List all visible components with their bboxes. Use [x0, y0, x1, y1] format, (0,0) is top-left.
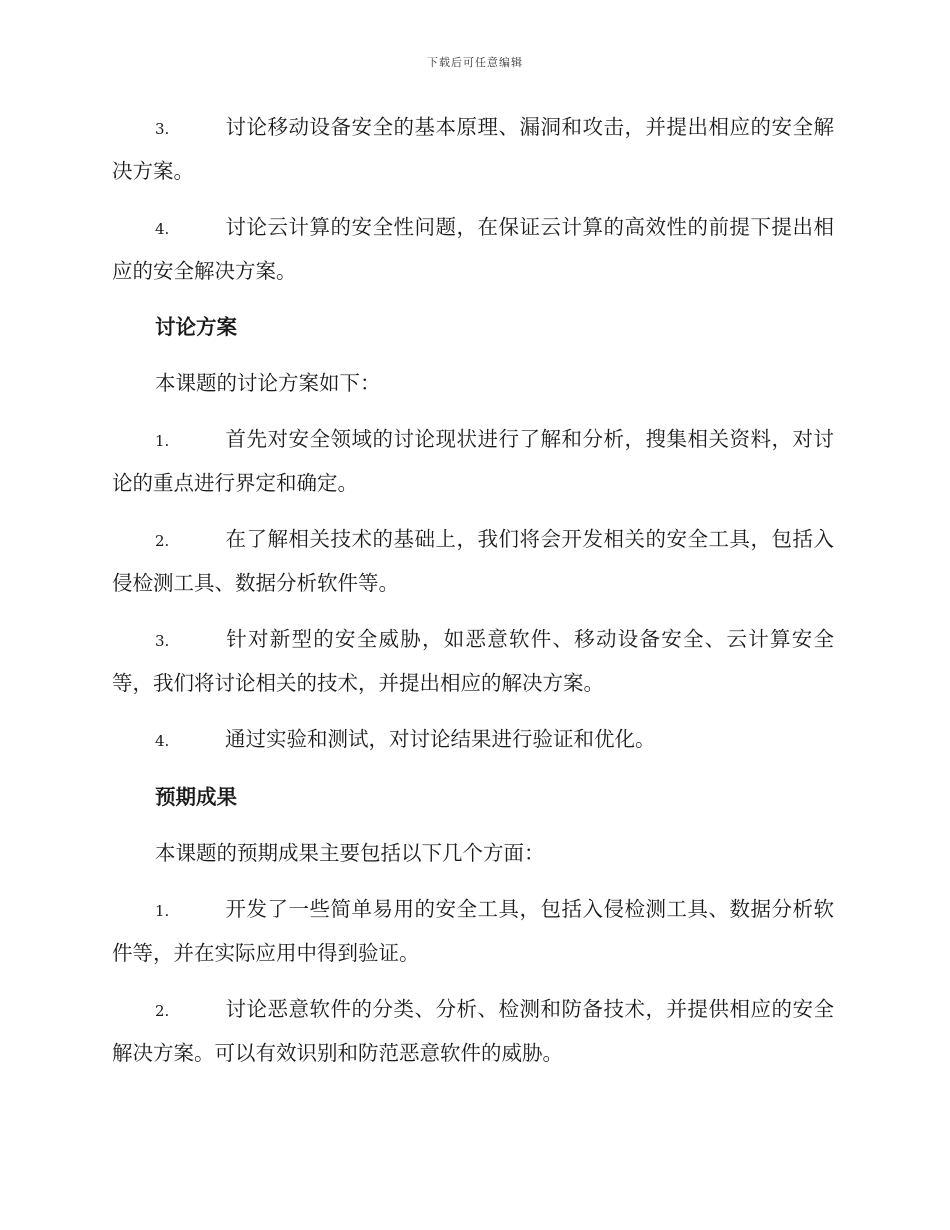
goal-item-3 [112, 106, 834, 192]
list-number: 4. [155, 732, 170, 750]
list-number: 2. [155, 532, 170, 550]
plan-item-4 [112, 718, 834, 762]
list-text: 通过实验和测试，对讨论结果进行验证和优化。 [225, 727, 656, 751]
results-item-2 [112, 988, 834, 1074]
list-text: 在了解相关技术的基础上，我们将会开发相关的安全工具，包括入侵检测工具、数据分析软件等。 [112, 527, 834, 595]
list-text: 讨论恶意软件的分类、分析、检测和防备技术，并提供相应的安全解决方案。可以有效识别和防范恶意软件的威胁。 [112, 997, 834, 1065]
results-item-1 [112, 888, 834, 974]
header-note: 下载后可任意编辑 [427, 56, 523, 69]
list-number: 3. [155, 632, 170, 650]
plan-intro: 本课题的讨论方案如下： [155, 371, 381, 395]
goal-item-4 [112, 206, 834, 292]
list-number: 1. [155, 432, 170, 450]
list-text: 开发了一些简单易用的安全工具，包括入侵检测工具、数据分析软件等，并在实际应用中得到验证。 [112, 897, 834, 965]
list-number: 3. [155, 120, 170, 138]
list-number: 1. [155, 902, 170, 920]
section-heading-results: 预期成果 [155, 785, 237, 809]
list-text: 讨论移动设备安全的基本原理、漏洞和攻击，并提出相应的安全解决方案。 [112, 115, 834, 183]
results-intro: 本课题的预期成果主要包括以下几个方面： [155, 841, 545, 865]
list-number: 4. [155, 220, 170, 238]
plan-item-3 [112, 618, 834, 704]
list-number: 2. [155, 1002, 170, 1020]
document-body [112, 106, 834, 1088]
section-heading-plan: 讨论方案 [155, 315, 237, 339]
list-text: 首先对安全领域的讨论现状进行了解和分析，搜集相关资料，对讨论的重点进行界定和确定。 [112, 427, 834, 495]
list-text: 讨论云计算的安全性问题，在保证云计算的高效性的前提下提出相应的安全解决方案。 [112, 215, 834, 283]
plan-item-1 [112, 418, 834, 504]
plan-item-2 [112, 518, 834, 604]
list-text: 针对新型的安全威胁，如恶意软件、移动设备安全、云计算安全等，我们将讨论相关的技术，并提出相应的解决方案。 [112, 627, 834, 695]
